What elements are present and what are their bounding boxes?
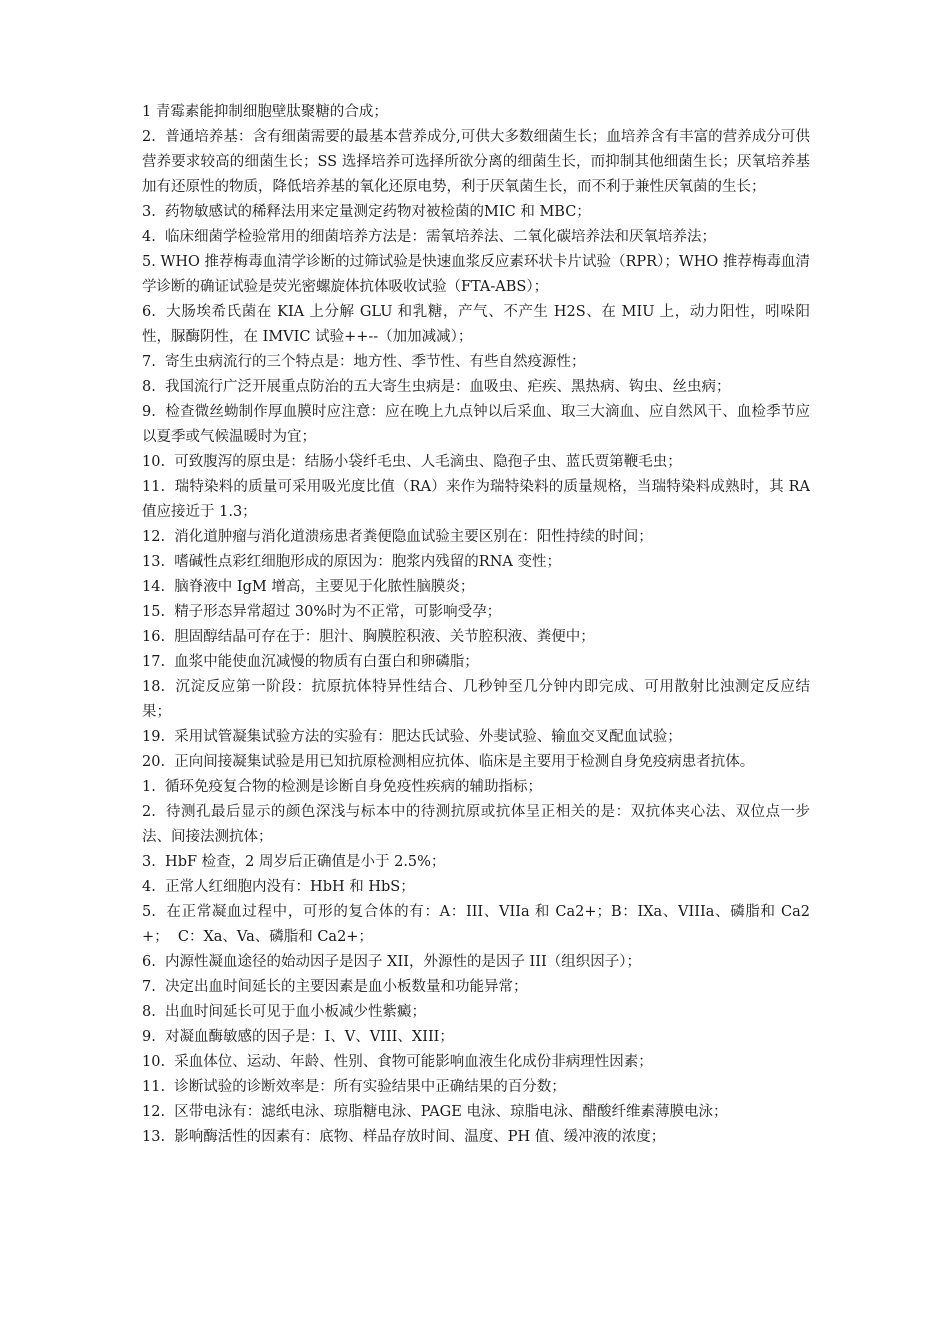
paragraph: 9. 检查微丝蚴制作厚血膜时应注意：应在晚上九点钟以后采血、取三大滴血、应自然风干、血检季节应以夏季或气候温暖时为宜； — [142, 404, 810, 445]
paragraph: 11. 瑞特染料的质量可采用吸光度比值（RA）来作为瑞特染料的质量规格，当瑞特染料成熟时，其 RA 值应接近于 1.3； — [142, 479, 815, 520]
paragraph: 13. 影响酶活性的因素有：底物、样品存放时间、温度、PH 值、缓冲液的浓度； — [142, 1129, 666, 1145]
paragraph: 1. 循环免疫复合物的检测是诊断自身免疫性疾病的辅助指标； — [142, 779, 543, 795]
paragraph: 13. 嗜碱性点彩红细胞形成的原因为：胞浆内残留的RNA 变性； — [142, 554, 561, 570]
paragraph: 9. 对凝血酶敏感的因子是：I、V、VIII、XIII； — [142, 1029, 454, 1045]
paragraph: 12. 区带电泳有：滤纸电泳、琼脂糖电泳、PAGE 电泳、琼脂电泳、醋酸纤维素薄膜电泳； — [142, 1104, 728, 1120]
paragraph: 4. 正常人红细胞内没有：HbH 和 HbS； — [142, 879, 415, 895]
paragraph: 8. 出血时间延长可见于血小板减少性紫癜； — [142, 1004, 427, 1020]
paragraph: 2. 普通培养基：含有细菌需要的最基本营养成分,可供大多数细菌生长；血培养含有丰富的营养成分可供营养要求较高的细菌生长；SS 选择培养可选择所欲分离的细菌生长，而抑制其他细菌生长；厌氧培养基加有还原性的物质，降低培养基的氧化还原电势，利于厌氧菌生长，而不利于兼性厌氧菌的生长； — [142, 129, 810, 195]
paragraph: 5. WHO 推荐梅毒血清学诊断的过筛试验是快速血浆反应素环状卡片试验（RPR）；WHO 推荐梅毒血清学诊断的确证试验是荧光密螺旋体抗体吸收试验（FTA-ABS）； — [142, 254, 810, 295]
paragraph: 3. HbF 检查，2 周岁后正确值是小于 2.5%； — [142, 854, 446, 870]
paragraph: 1 青霉素能抑制细胞壁肽聚糖的合成； — [142, 104, 388, 120]
paragraph: 16. 胆固醇结晶可存在于：胆汁、胸膜腔积液、关节腔积液、粪便中； — [142, 629, 595, 645]
paragraph: 10. 采血体位、运动、年龄、性别、食物可能影响血液生化成份非病理性因素； — [142, 1054, 653, 1070]
paragraph: 20. 正向间接凝集试验是用已知抗原检测相应抗体、临床是主要用于检测自身免疫病患者抗体。 — [142, 754, 755, 770]
paragraph: 12. 消化道肿瘤与消化道溃疡患者粪便隐血试验主要区别在：阳性持续的时间； — [142, 529, 653, 545]
paragraph: 7. 决定出血时间延长的主要因素是血小板数量和功能异常； — [142, 979, 528, 995]
paragraph: 10. 可致腹泻的原虫是：结肠小袋纤毛虫、人毛滴虫、隐孢子虫、蓝氏贾第鞭毛虫； — [142, 454, 682, 470]
paragraph: 19. 采用试管凝集试验方法的实验有：肥达氏试验、外斐试验、输血交叉配血试验； — [142, 729, 682, 745]
paragraph: 7. 寄生虫病流行的三个特点是：地方性、季节性、有些自然疫源性； — [142, 354, 586, 370]
paragraph: 18. 沉淀反应第一阶段：抗原抗体特异性结合、几秒钟至几分钟内即完成、可用散射比浊测定反应结果； — [142, 679, 810, 720]
paragraph: 2. 待测孔最后显示的颜色深浅与标本中的待测抗原或抗体呈正相关的是：双抗体夹心法、双位点一步法、间接法测抗体； — [142, 804, 810, 845]
paragraph: 5. 在正常凝血过程中，可形的复合体的有：A：III、VIIa 和 Ca2+；B：IXa、VIIIa、磷脂和 Ca2+； C：Xa、Va、磷脂和 Ca2+； — [142, 904, 810, 945]
paragraph: 17. 血浆中能使血沉减慢的物质有白蛋白和卵磷脂； — [142, 654, 479, 670]
paragraph: 6. 大肠埃希氏菌在 KIA 上分解 GLU 和乳糖，产气、不产生 H2S、在 MIU 上，动力阳性，吲哚阳性，脲酶阴性，在 IMVIC 试验++--（加加减减）； — [142, 304, 810, 345]
paragraph: 6. 内源性凝血途径的始动因子是因子 XII，外源性的是因子 III（组织因子）； — [142, 954, 641, 970]
paragraph: 8. 我国流行广泛开展重点防治的五大寄生虫病是：血吸虫、疟疾、黑热病、钩虫、丝虫病； — [142, 379, 731, 395]
paragraph: 15. 精子形态异常超过 30%时为不正常，可影响受孕； — [142, 604, 502, 620]
paragraph: 14. 脑脊液中 IgM 增高，主要见于化脓性脑膜炎； — [142, 579, 475, 595]
paragraph: 4. 临床细菌学检验常用的细菌培养方法是：需氧培养法、二氧化碳培养法和厌氧培养法； — [142, 229, 717, 245]
paragraph: 11. 诊断试验的诊断效率是：所有实验结果中正确结果的百分数； — [142, 1079, 566, 1095]
paragraph: 3. 药物敏感试的稀释法用来定量测定药物对被检菌的MIC 和 MBC； — [142, 204, 591, 220]
